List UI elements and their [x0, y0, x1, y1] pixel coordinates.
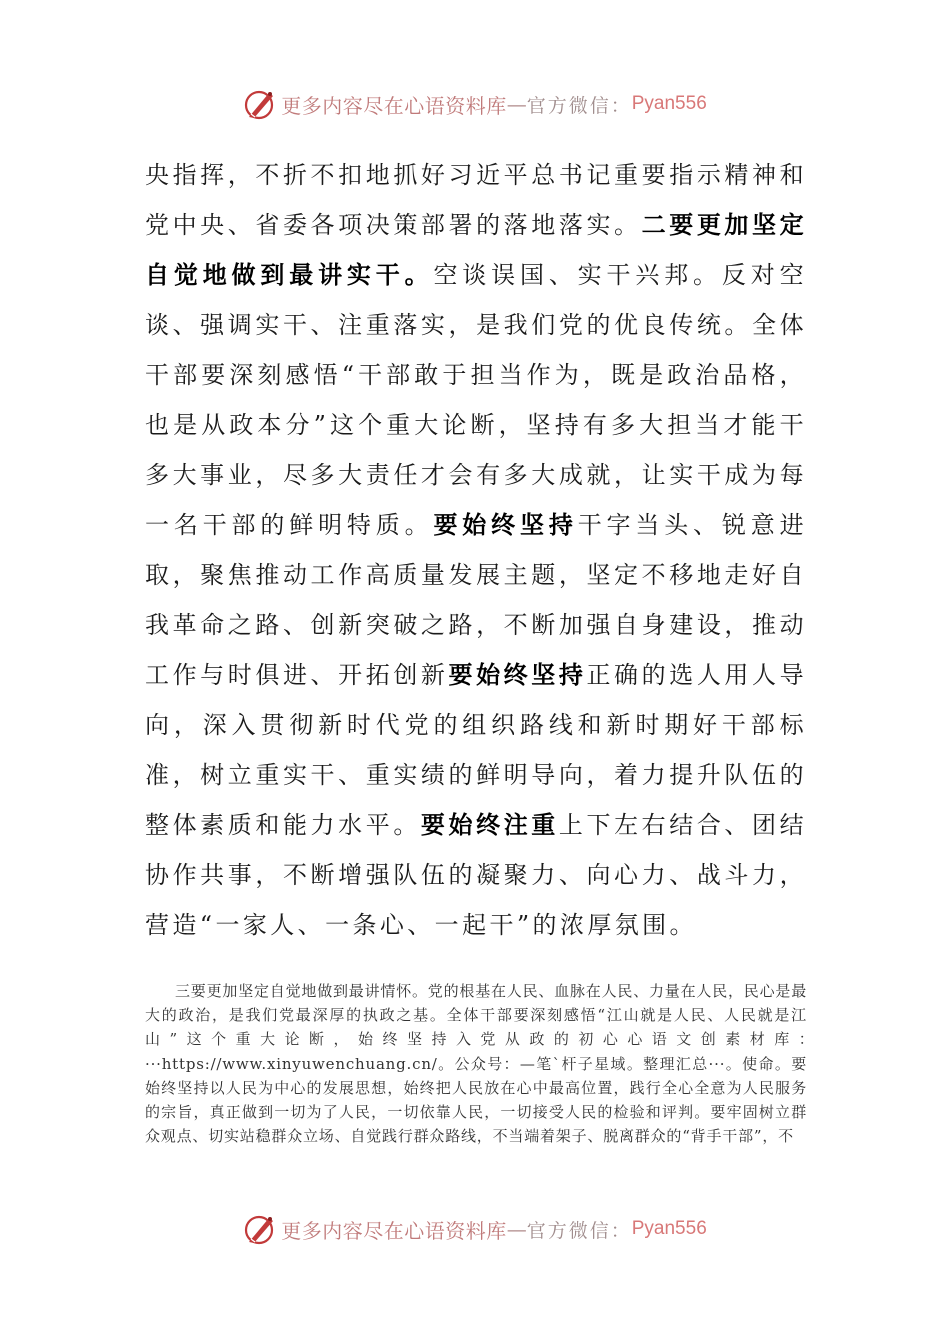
banner-site-text: 更多内容尽在心语资料库	[281, 93, 507, 118]
main-bold-3: 要始终坚持	[448, 660, 587, 689]
main-text-2: 空谈误国、实干兴邦。反对空谈、强调实干、注重落实，是我们党的优良传统。全体干部要深刻感悟“干部敢于担当作为，既是政治品格，也是从政本分”这个重大论断，坚持有多大担当才能干多大事业，尽多大责任才会有多大成就，让实干成为每一名干部的鲜明特质。	[145, 261, 807, 539]
pen-logo-icon	[243, 87, 277, 121]
banner-wechat-id: Pyan556	[631, 93, 707, 114]
main-text-4: 正确的选人用人导向，深入贯彻新时代党的组织路线和新时期好干部标准，树立重实干、重实绩的鲜明导向，着力提升队伍的整体素质和能力水平。	[145, 661, 808, 839]
footer-banner	[0, 1207, 950, 1251]
main-text-3: 干字当头、锐意进取，聚焦推动工作高质量发展主题，坚定不移地走好自我革命之路、创新突破之路，不断加强自身建设，推动工作与时俱进、开拓创新	[145, 511, 808, 689]
banner-dash: —	[506, 92, 527, 116]
main-bold-2: 要始终坚持	[433, 510, 578, 539]
main-bold-1: 二要更加坚定自觉地做到最讲实干。	[145, 210, 807, 289]
pen-logo-icon	[243, 1212, 277, 1246]
banner-site-text: 更多内容尽在心语资料库	[281, 1218, 507, 1243]
main-text-5: 上下左右结合、团结协作共事，不断增强队伍的凝聚力、向心力、战斗力，营造“一家人、一条心、一起干”的浓厚氛围。	[145, 811, 808, 939]
banner-wechat-label: 官方微信：	[526, 1219, 632, 1242]
small-text: 三要更加坚定自觉地做到最讲情怀。党的根基在人民、血脉在人民、力量在人民，民心是最大的政治，是我们党最深厚的执政之基。全体干部要深刻感悟“江山就是人民、人民就是江山”这个重大论断，始终坚持入党从政的初心心语文创素材库：···https://www.xinyuwenchuang.cn/。公众号：—笔`杆子星域。整理汇总···。使命。要始终坚持以人民为中心的发展思想，始终把人民放在心中最高位置，践行全心全意为人民服务的宗旨，真正做到一切为了人民，一切依靠人民，一切接受人民的检验和评判。要牢固树立群众观点、切实站稳群众立场、自觉践行群众路线，不当端着架子、脱离群众的“背手干部”，不	[145, 982, 808, 1146]
main-text-1: 央指挥，不折不扣地抓好习近平总书记重要指示精神和党中央、省委各项决策部署的落地落实。	[145, 161, 807, 239]
main-paragraph	[145, 150, 807, 950]
banner-wechat-label: 官方微信：	[526, 94, 632, 117]
small-paragraph	[145, 979, 807, 1148]
main-bold-4: 要始终注重	[420, 810, 559, 839]
banner-dash: —	[506, 1217, 527, 1241]
header-banner	[0, 82, 950, 126]
banner-wechat-id: Pyan556	[631, 1218, 707, 1239]
